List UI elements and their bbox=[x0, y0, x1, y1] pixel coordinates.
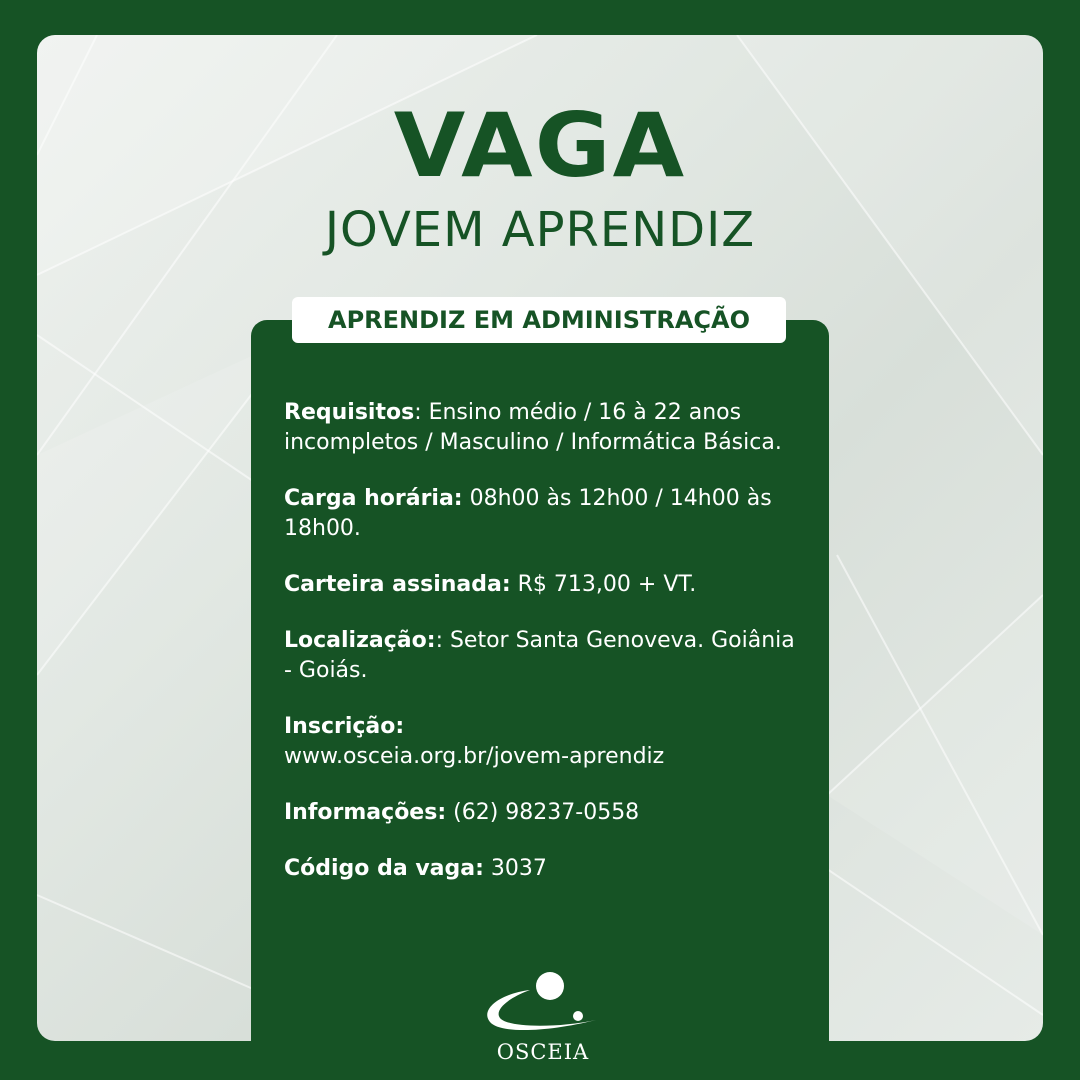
registration-link[interactable]: www.osceia.org.br/jovem-aprendiz bbox=[284, 744, 665, 769]
requirements-label: Requisitos bbox=[284, 400, 415, 425]
workload-row bbox=[284, 484, 804, 544]
salary-row bbox=[284, 570, 804, 600]
headline-title: VAGA bbox=[393, 94, 687, 197]
salary-value: R$ 713,00 + VT. bbox=[510, 572, 697, 597]
registration-label: Inscrição: bbox=[284, 714, 405, 739]
contact-phone: (62) 98237-0558 bbox=[446, 800, 640, 825]
workload-label: Carga horária: bbox=[284, 486, 463, 511]
logo-wordmark: OSCEIA bbox=[496, 1040, 590, 1064]
job-code-row bbox=[284, 854, 804, 884]
workload-value: 08h00 às 12h00 / 14h00 às 18h00. bbox=[284, 486, 772, 541]
contact-label: Informações: bbox=[284, 800, 447, 825]
location-label: Localização: bbox=[284, 628, 436, 653]
requirements-value: : Ensino médio / 16 à 22 anos incompletos / Masculino / Informática Básica. bbox=[284, 400, 782, 455]
job-code-value: 3037 bbox=[483, 856, 547, 881]
position-tag: APRENDIZ EM ADMINISTRAÇÃO bbox=[292, 297, 786, 343]
requirements-row bbox=[284, 398, 804, 458]
location-row bbox=[284, 626, 804, 686]
job-details bbox=[284, 398, 804, 910]
salary-label: Carteira assinada: bbox=[284, 572, 511, 597]
registration-row bbox=[284, 712, 804, 772]
contact-row bbox=[284, 798, 804, 828]
location-value: : Setor Santa Genoveva. Goiânia - Goiás. bbox=[284, 628, 795, 683]
headline-subtitle: JOVEM APRENDIZ bbox=[324, 202, 756, 258]
job-code-label: Código da vaga: bbox=[284, 856, 484, 881]
